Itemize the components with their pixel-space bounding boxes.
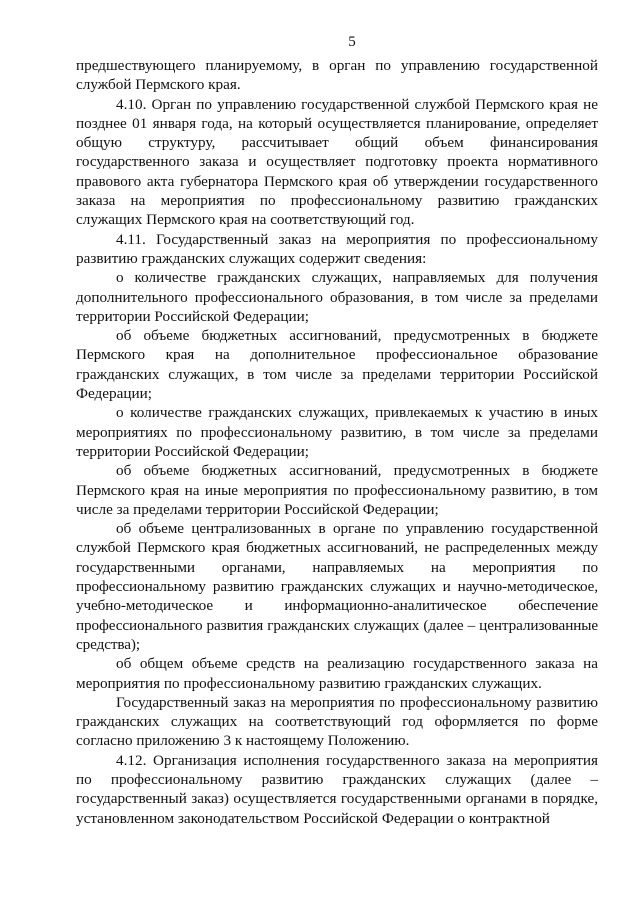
list-item-total-funds: об общем объеме средств на реализацию государственного заказа на мероприятия по профессиональному развитию гражданских служащих. — [76, 655, 598, 692]
page-number: 5 — [348, 34, 356, 50]
paragraph-4-12: 4.12. Организация исполнения государственного заказа на мероприятия по профессиональному развитию гражданских служащих (далее – государственный заказ) осуществляется государственными органами в порядке, установленном законодательством Российской Федерации о контрактной — [76, 751, 598, 827]
list-item-budget-other-activities: об объеме бюджетных ассигнований, предусмотренных в бюджете Пермского края на иные мероприятия по профессиональному развитию, в том числе за пределами территории Российской Федерации; — [76, 462, 598, 518]
paragraph-4-11: 4.11. Государственный заказ на мероприятия по профессиональному развитию гражданских служащих содержит сведения: — [76, 230, 598, 267]
list-item-budget-additional-education: об объеме бюджетных ассигнований, предусмотренных в бюджете Пермского края на дополнительное профессиональное образование гражданских служащих, в том числе за пределами территории Российской Федерации; — [76, 327, 598, 403]
paragraph-order-form: Государственный заказ на мероприятия по профессиональному развитию гражданских служащих на соответствующий год оформляется по форме согласно приложению 3 к настоящему Положению. — [76, 693, 598, 750]
list-item-count-employees: о количестве гражданских служащих, направляемых для получения дополнительного профессионального образования, в том числе за пределами территории Российской Федерации; — [76, 269, 598, 325]
document-body — [76, 56, 598, 828]
list-item-centralized-funds: об объеме централизованных в органе по управлению государственной службой Пермского края бюджетных ассигнований, не распределенных между государственными органами, направляемых на мероприятия по профессиональному развитию гражданских служащих и научно-методическое, учебно-методическое и информационно-аналитическое обеспечение профессионального развития гражданских служащих (далее – централизованные средства); — [76, 520, 598, 653]
paragraph-continuation: предшествующего планируемому, в орган по управлению государственной службой Пермского края. — [76, 57, 598, 94]
paragraph-4-10: 4.10. Орган по управлению государственной службой Пермского края не позднее 01 января года, на который осуществляется планирование, определяет общую структуру, рассчитывает общий объем финансирования государственного заказа и осуществляет подготовку проекта нормативного правового акта губернатора Пермского края об утверждении государственного заказа на мероприятия по профессиональному развитию гражданских служащих Пермского края на соответствующий год. — [76, 95, 598, 229]
list-item-count-other-activities: о количестве гражданских служащих, привлекаемых к участию в иных мероприятиях по профессиональному развитию, в том числе за пределами территории Российской Федерации; — [76, 404, 598, 460]
